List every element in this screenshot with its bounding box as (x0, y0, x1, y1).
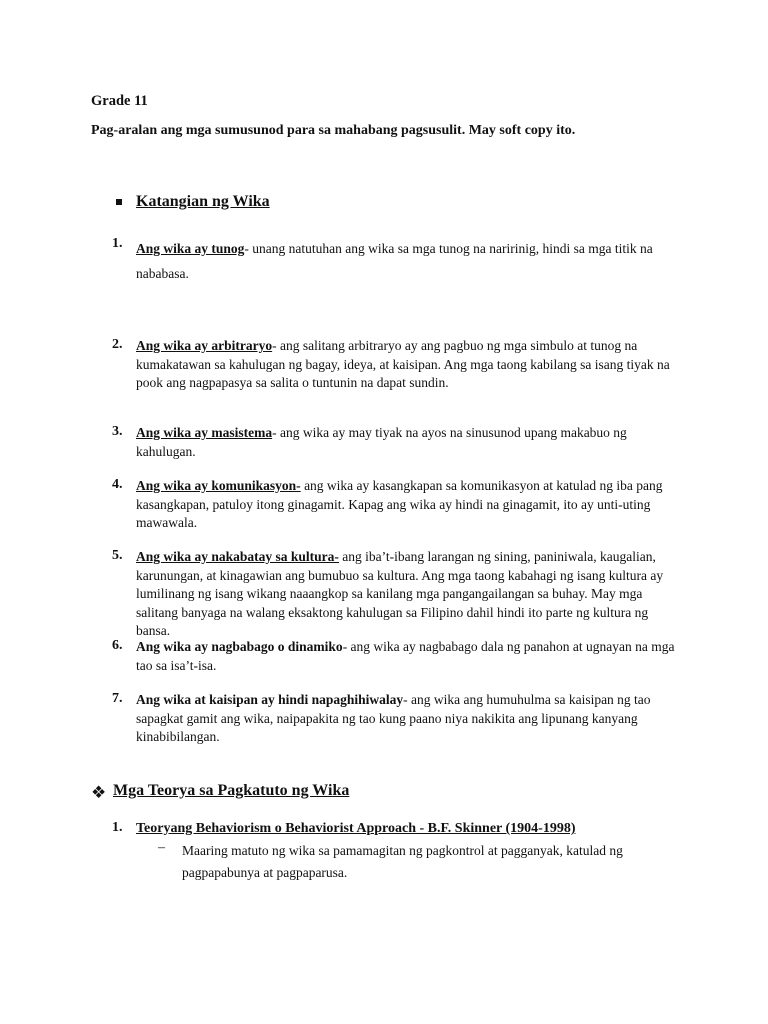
list-item (136, 477, 681, 533)
item-number: 7. (112, 691, 123, 706)
instruction-text: Pag-aralan ang mga sumusunod para sa mahabang pagsusulit. May soft copy ito. (91, 123, 576, 138)
item-term: Ang wika ay arbitraryo (136, 338, 273, 353)
item-term: Ang wika ay nagbabago o dinamiko (136, 639, 343, 654)
list-item (136, 638, 681, 675)
item-number: 3. (112, 424, 123, 439)
item-text: - unang natutuhan ang wika sa mga tunog na naririnig, hindi sa mga titik na nababasa. (136, 241, 653, 281)
grade-label: Grade 11 (91, 93, 148, 109)
item-term: Ang wika ay komunikasyon- (136, 478, 301, 493)
item-number: 2. (112, 337, 123, 352)
item-text: - ang salitang arbitraryo ay ang pagbuo ng mga simbulo at tunog na kumakatawan sa kahulugan ng bagay, ideya, at kaisipan. Ang mga taong kabilang sa isang tiyak na pook ang nagpapasya sa salita o tuntunin na dapat sundin. (136, 338, 670, 390)
item-number: 4. (112, 477, 123, 492)
section-title-katangian: Katangian ng Wika (136, 193, 270, 210)
item-term: Ang wika ay tunog (136, 241, 245, 256)
item-number: 1. (112, 820, 123, 835)
diamond-bullet-icon: ❖ (91, 783, 107, 802)
section-title-teorya: Mga Teorya sa Pagkatuto ng Wika (113, 782, 350, 799)
list-item (136, 424, 681, 461)
item-text: - ang wika ay nagbabago dala ng panahon at ugnayan na mga tao sa isa’t-isa. (136, 639, 675, 673)
dash-bullet-icon: – (158, 840, 165, 855)
square-bullet-icon (116, 199, 122, 205)
item-number: 5. (112, 548, 123, 563)
item-term: Ang wika ay nakabatay sa kultura- (136, 549, 339, 564)
theory-title: Teoryang Behaviorism o Behaviorist Approach - B.F. Skinner (1904-1998) (136, 821, 576, 836)
item-text: ang iba’t-ibang larangan ng sining, paniniwala, kaugalian, karunungan, at kinagawian ang bumubuo sa kultura. Ang mga taong kabahagi ng isang kultura ay lumilinang ng isang wikang naaangkop sa kanilang mga pangangailangan sa buhay. May mga salitang banyaga na walang eksaktong kahulugan sa Filipino dahil hindi ito parte ng kultura ng bansa. (136, 549, 664, 638)
item-number: 6. (112, 638, 123, 653)
item-text: - ang wika ang humuhulma sa kaisipan ng tao sapagkat gamit ang wika, naipapakita ng tao kung paano niya nakikita ang lipunang kanyang kinabibilangan. (136, 692, 651, 744)
list-item (136, 236, 676, 286)
item-term: Ang wika ay masistema (136, 425, 273, 440)
item-text: - ang wika ay may tiyak na ayos na sinusunod upang makabuo ng kahulugan. (136, 425, 627, 459)
item-term: Ang wika at kaisipan ay hindi napaghihiwalay (136, 692, 404, 707)
item-number: 1. (112, 236, 123, 251)
list-item (136, 548, 684, 641)
item-text: ang wika ay kasangkapan sa komunikasyon at katulad ng iba pang kasangkapan, patuloy itong ginagamit. Kapag ang wika ay hindi na ginagamit, ito ay unti-uting mawawala. (136, 478, 663, 530)
list-item (136, 337, 681, 393)
theory-description: Maaring matuto ng wika sa pamamagitan ng pagkontrol at pagganyak, katulad ng pagpapabunya at pagpaparusa. (182, 843, 623, 880)
list-item (136, 691, 681, 747)
